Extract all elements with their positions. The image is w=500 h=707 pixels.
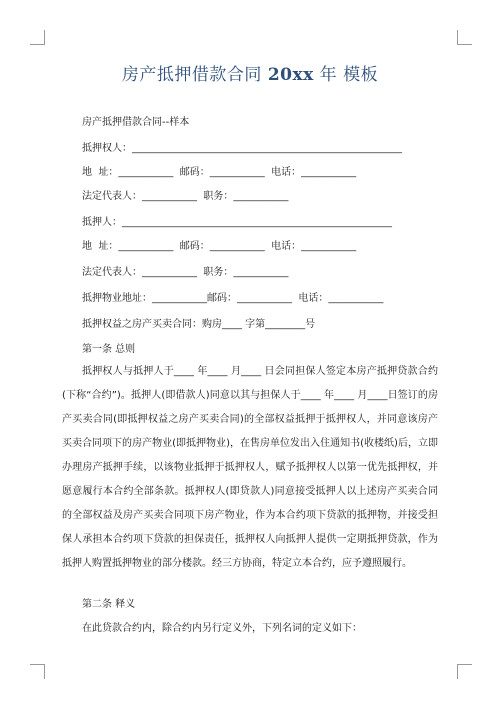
mortgagee-line: 抵押权人：______________________________________________________ [82, 143, 402, 154]
mortgagor-address-line: 地 址：___________ 邮码：___________ 电话：___________ [82, 241, 357, 252]
mortgagee-address-line: 地 址：___________ 邮码：___________ 电话：___________ [82, 167, 357, 178]
article-1-heading: 第一条 总则 [82, 344, 136, 355]
mortgagor-representative-line: 法定代表人：___________ 职务：___________ [82, 267, 289, 278]
title-year: 20xx [267, 65, 314, 85]
mortgagee-representative-line: 法定代表人：___________ 职务：___________ [82, 191, 289, 202]
property-address-line: 抵押物业地址：___________邮码：___________ 电话：___________ [82, 293, 384, 304]
title-text: 房产抵押借款合同 [121, 65, 262, 85]
article-1-body: 抵押权人与抵押人于____ 年____ 月____ 日会同担保人签定本房产抵押贷款合约(下称“合约”)。抵押人(即借款人)同意以其与担保人于____ 年____ 月____日签订的房产买卖合同(即抵押权益之房产买卖合同)的全部权益抵押于抵押权人，并同意该房产买卖合同项下的房产物业(即抵押物业)，在售房单位发出入住通知书(收楼纸)后，立即办理房产抵押手续，以该物业抵押于抵押权人，赋予抵押权人以第一优先抵押权，并愿意履行本合约全部条款。抵押权人(即贷款人)同意接受抵押人以上述房产买卖合同的全部权益及房产买卖合同项下房产物业，作为本合约项下贷款的抵押物，并接受担保人承担本合约项下贷款的担保责任，抵押权人向抵押人提供一定期抵押贷款，作为抵押人购置抵押物业的部分楼款。经三方协商，特定立本合约，应予遵照履行。 [62, 366, 438, 569]
article-2-heading: 第二条 释义 [82, 599, 136, 610]
title-suffix: 年 模板 [319, 65, 379, 85]
purchase-contract-line: 抵押权益之房产买卖合同：购房____ 字第________号 [82, 319, 316, 330]
article-2-body: 在此贷款合约内，除合约内另行定义外，下列名词的定义如下： [82, 623, 362, 634]
crop-mark-top-left [30, 30, 45, 45]
crop-mark-bottom-right [457, 664, 472, 679]
mortgagor-line: 抵押人：______________________________________________________ [82, 217, 392, 228]
crop-mark-bottom-left [30, 664, 45, 679]
sample-heading: 房产抵押借款合同--样本 [82, 117, 190, 128]
document-title [0, 60, 500, 85]
crop-mark-top-right [457, 30, 472, 45]
